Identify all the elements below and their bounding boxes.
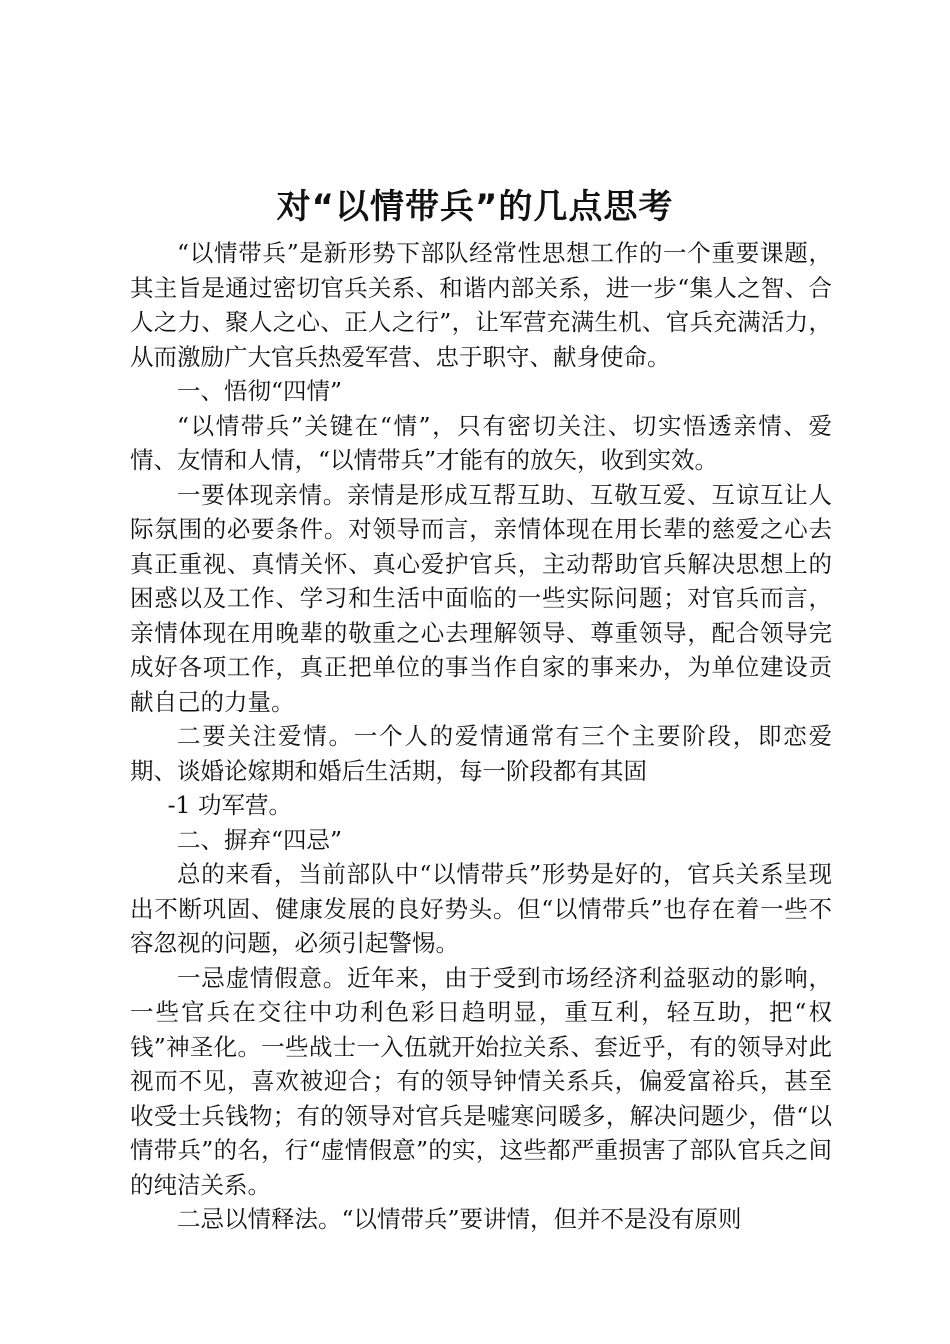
document-title: 对“以情带兵”的几点思考 xyxy=(276,187,674,227)
page-break-fragment: -1 功军营。 xyxy=(167,791,292,819)
paragraph-romantic-love: 二要关注爱情。一个人的爱情通常有三个主要阶段，即恋爱期、谈婚论嫁期和婚后生活期，每一阶段都有其固 xyxy=(130,722,832,785)
paragraph-false-sentiment: 一忌虚情假意。近年来，由于受到市场经济利益驱动的影响，一些官兵在交往中功利色彩日趋明显，重互利，轻互助，把“权钱”神圣化。一些战士一入伍就开始拉关系、套近乎，有的领导对此视而不见，喜欢被迎合；有的领导钟情关系兵，偏爱富裕兵，甚至收受士兵钱物；有的领导对官兵是嘘寒问暖多，解决问题少，借“以情带兵”的名，行“虚情假意”的实，这些都严重损害了部队官兵之间的纯洁关系。 xyxy=(130,963,832,1199)
paragraph-family-affection: 一要体现亲情。亲情是形成互帮互助、互敬互爱、互谅互让人际氛围的必要条件。对领导而言，亲情体现在用长辈的慈爱之心去真正重视、真情关怀、真心爱护官兵，主动帮助官兵解决思想上的困惑以及工作、学习和生活中面临的一些实际问题；对官兵而言，亲情体现在用晚辈的敬重之心去理解领导、尊重领导，配合领导完成好各项工作，真正把单位的事当作自家的事来办，为单位建设贡献自己的力量。 xyxy=(130,480,832,716)
section-1-intro-paragraph: “以情带兵”关键在“情”，只有密切关注、切实悟透亲情、爱情、友情和人情，“以情带兵”才能有的放矢，收到实效。 xyxy=(130,411,832,474)
paragraph-sentiment-over-law: 二忌以情释法。“以情带兵”要讲情，但并不是没有原则 xyxy=(177,1205,742,1233)
section-2-intro-paragraph: 总的来看，当前部队中“以情带兵”形势是好的，官兵关系呈现出不断巩固、健康发展的良好势头。但“以情带兵”也存在着一些不容忽视的问题，必须引起警惕。 xyxy=(130,860,832,957)
section-heading-2: 二、摒弃“四忌” xyxy=(177,825,343,854)
document-body xyxy=(130,236,832,1237)
intro-paragraph: “以情带兵”是新形势下部队经常性思想工作的一个重要课题，其主旨是通过密切官兵关系、和谐内部关系，进一步“集人之智、合人之力、聚人之心、正人之行”，让军营充满生机、官兵充满活力，从而激励广大官兵热爱军营、忠于职守、献身使命。 xyxy=(130,239,832,371)
section-heading-1: 一、悟彻“四情” xyxy=(177,377,343,405)
